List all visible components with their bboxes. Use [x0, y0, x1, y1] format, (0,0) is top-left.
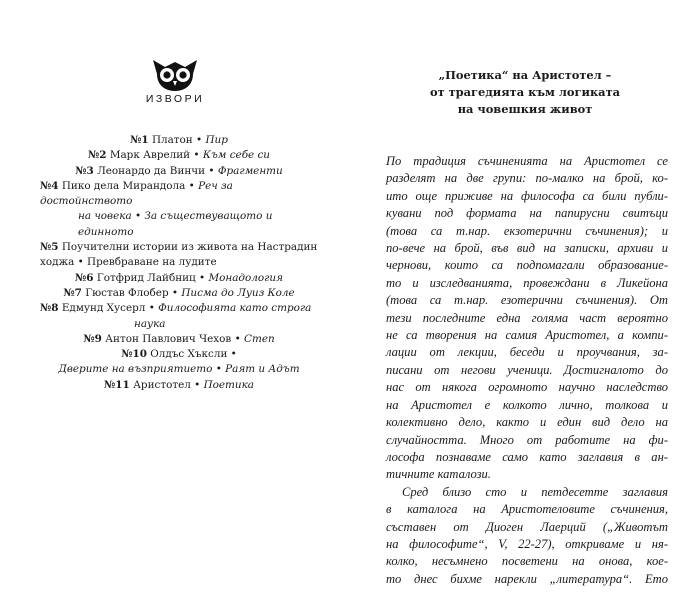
body-line: разделят на две групи: по-малко на брой, ко- — [386, 171, 668, 186]
series-title: Философията като строга — [158, 302, 312, 315]
series-number: №11 — [103, 378, 130, 391]
series-entry: №2 Марк Аврелий • Към себе си — [87, 149, 271, 162]
series-title: Фрагменти — [217, 164, 283, 177]
series-title: Поетика — [203, 378, 255, 391]
body-line: По традиция съчиненията на Аристотел се — [386, 154, 668, 168]
series-entry: №1 Платон • Пир — [130, 134, 228, 146]
body-line: то днес бихме нарекли „литература“. Ето — [386, 571, 668, 586]
body-line: на Аристотел е колкото лично, толкова и — [386, 397, 668, 412]
publisher-logo — [140, 58, 210, 105]
body-line: Сред близо сто и петдесетте заглавия — [402, 484, 668, 499]
series-author: Платон — [151, 134, 193, 146]
series-number: №5 — [40, 241, 59, 254]
heading-line: от трагедията към логиката — [429, 85, 621, 99]
body-line: колко, несъмнено посветени на онова, кое- — [386, 554, 668, 569]
series-author: Леонардо да Винчи — [97, 164, 206, 177]
body-line: чернови, които са подпомагали образование- — [386, 258, 668, 273]
body-line: тичните каталози. — [386, 467, 491, 482]
logo-text: ИЗВОРИ — [145, 93, 205, 105]
series-list — [40, 133, 318, 393]
series-entry: №6 Готфрид Лайбниц • Монадология — [75, 271, 283, 284]
series-author: Готфрид Лайбниц — [96, 271, 196, 284]
body-line: (това са т.нар. езотерични съчинения). От — [386, 293, 668, 308]
body-line: писани от негови ученици. Достигналото до — [386, 362, 668, 377]
series-number: №10 — [121, 348, 147, 361]
series-entry: №7 Гюстав Флобер • Писма до Луиз Коле — [63, 286, 295, 299]
series-entry: №10 Олдъс Хъксли • Дверите на възприятието • Раят и Адът — [40, 347, 318, 378]
body-line: случайността. Много от работите на фи- — [386, 432, 668, 447]
series-number: №1 — [130, 134, 149, 146]
owl-icon — [149, 58, 201, 92]
series-entry: №8 Едмунд Хусерл • Философията като строга наука — [40, 301, 318, 332]
series-title-continued: ходжа • Превбраване на лудите — [40, 256, 217, 269]
heading-line: на човешкия живот — [457, 102, 593, 116]
heading-line: „Поетика“ на Аристотел – — [438, 68, 612, 82]
body-line: лософа познаваме само като заглавия в ан- — [386, 449, 668, 464]
series-author: Пико дела Мирандола — [61, 179, 186, 192]
body-line: колективно дело, както и един вид дело на — [386, 415, 668, 430]
series-number: №3 — [75, 164, 94, 177]
series-number: №4 — [40, 179, 59, 192]
series-entry: №9 Антон Павлович Чехов • Степ — [83, 332, 275, 345]
series-entry: №11 Аристотел • Поетика — [103, 378, 255, 391]
body-line: в каталога на Аристотеловите съчинения, — [386, 502, 668, 517]
series-author: Поучителни истории из живота на Настрадин — [61, 241, 318, 254]
series-number: №6 — [75, 271, 94, 284]
series-author: Аристотел — [133, 378, 191, 391]
series-number: №9 — [83, 332, 102, 345]
series-number: №7 — [63, 286, 82, 299]
body-line: не са творения на самия Аристотел, а компи- — [386, 328, 668, 343]
series-title-continued: наука — [134, 317, 166, 330]
series-entry: №4 Пико дела Мирандола • Реч за достойнството на човека • За съществуващото и единното — [40, 179, 318, 240]
body-line: тези последните една голяма част вероятно — [386, 310, 668, 325]
series-number: №2 — [87, 149, 107, 162]
body-text — [386, 153, 668, 588]
series-author: Марк Аврелий — [109, 149, 191, 162]
body-line: на философите“, V, 22-27), откриваме и ня- — [386, 536, 668, 551]
series-author: Гюстав Флобер — [85, 286, 169, 299]
series-title: Към себе си — [202, 149, 271, 162]
series-title: Писма до Луиз Коле — [181, 286, 295, 299]
series-title-continued: Дверите на възприятието • Раят и Адът — [58, 363, 300, 376]
series-author: Олдъс Хъксли — [150, 348, 228, 361]
right-page — [350, 0, 700, 604]
series-title: Пир — [205, 134, 228, 146]
series-entry: №3 Леонардо да Винчи • Фрагменти — [75, 164, 283, 177]
body-line: нас от някога огромното научно наследство — [386, 380, 668, 395]
body-line: лации от лекции, беседи и проучвания, за- — [386, 345, 668, 360]
series-title: Реч за достойнството — [40, 179, 233, 208]
series-title: Монадология — [208, 271, 283, 284]
body-line: кувани под формата на папирусни свитъци — [386, 206, 668, 221]
series-author: Едмунд Хусерл — [61, 302, 146, 315]
chapter-heading — [350, 67, 700, 118]
series-title: Степ — [244, 332, 275, 345]
body-line: по-вече на брой, във вид на записки, архиви и — [386, 241, 668, 256]
series-author: Антон Павлович Чехов — [105, 332, 232, 345]
body-line: съставен от Диоген Лаерций („Животът — [386, 519, 668, 534]
series-number: №8 — [40, 302, 59, 315]
series-entry — [40, 240, 318, 271]
body-line: (това са т.нар. екзотерични съчинения); и — [386, 223, 668, 238]
body-line: то и изследванията, провеждани в Ликейона — [386, 275, 668, 290]
body-line: ито още приживе на философа са били публи- — [386, 188, 668, 203]
series-title-continued: на човека • За съществуващото и единното — [78, 210, 273, 238]
